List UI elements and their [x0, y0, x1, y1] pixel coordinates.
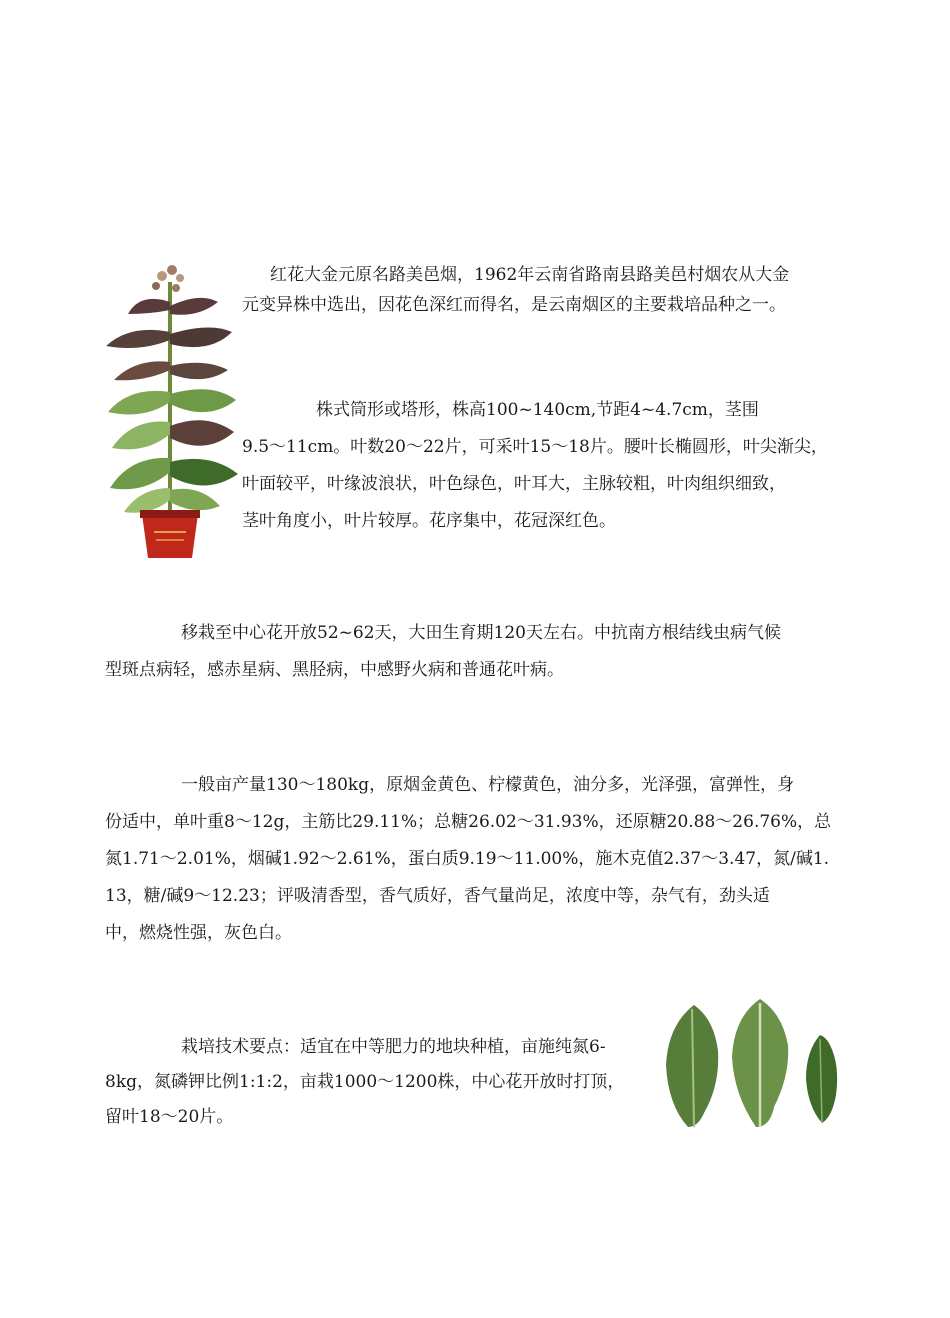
- text-line: 株式筒形或塔形，株高100~140cm,节距4~4.7cm，茎围: [316, 400, 759, 420]
- text-line: 元变异株中选出，因花色深红而得名，是云南烟区的主要栽培品种之一。: [242, 295, 786, 315]
- text-line: 一般亩产量130～180kg，原烟金黄色、柠檬黄色，油分多，光泽强，富弹性，身: [181, 775, 795, 795]
- text-line: 13，糖/碱9～12.23；评吸清香型，香气质好，香气量尚足，浓度中等，杂气有，劲头适: [105, 886, 770, 906]
- quality-paragraph: [105, 767, 831, 952]
- text-line: 留叶18～20片。: [105, 1107, 234, 1127]
- intro-paragraph: [242, 260, 789, 320]
- text-line: 茎叶角度小，叶片较厚。花序集中，花冠深红色。: [242, 511, 616, 531]
- growth-paragraph: [105, 615, 781, 689]
- text-line: 红花大金元原名路美邑烟，1962年云南省路南县路美邑村烟农从大金: [270, 265, 790, 285]
- cultivation-paragraph: [105, 1030, 624, 1135]
- text-line: 氮1.71～2.01%，烟碱1.92～2.61%，蛋白质9.19～11.00%，施木克值2.37～3.47，氮/碱1.: [105, 849, 830, 869]
- text-line: 型斑点病轻，感赤星病、黑胫病，中感野火病和普通花叶病。: [105, 660, 564, 680]
- tobacco-leaves-illustration: [660, 995, 850, 1135]
- tobacco-plant-illustration: [100, 262, 242, 562]
- text-line: 栽培技术要点：适宜在中等肥力的地块种植，亩施纯氮6-: [181, 1037, 606, 1057]
- text-line: 8kg，氮磷钾比例1:1:2，亩栽1000～1200株，中心花开放时打顶，: [105, 1072, 625, 1092]
- text-line: 9.5～11cm。叶数20～22片，可采叶15～18片。腰叶长椭圆形，叶尖渐尖，: [242, 437, 828, 457]
- text-line: 移栽至中心花开放52~62天，大田生育期120天左右。中抗南方根结线虫病气候: [181, 623, 781, 643]
- morphology-paragraph: [242, 392, 828, 540]
- text-line: 份适中，单叶重8～12g，主筋比29.11%；总糖26.02～31.93%，还原糖20.88～26.76%，总: [105, 812, 832, 832]
- text-line: 叶面较平，叶缘波浪状，叶色绿色，叶耳大，主脉较粗，叶肉组织细致，: [242, 474, 786, 494]
- text-line: 中，燃烧性强，灰色白。: [105, 923, 292, 943]
